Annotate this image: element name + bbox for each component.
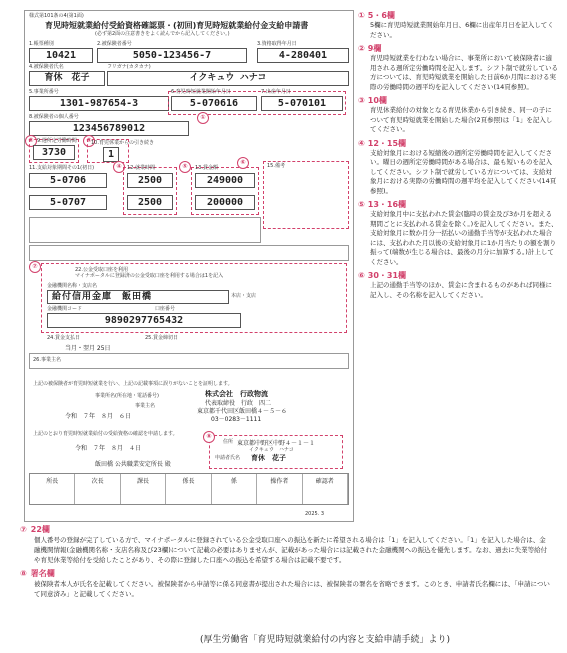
note-item bbox=[358, 138, 558, 197]
badge-6: ⑥ bbox=[237, 157, 249, 169]
field-24-value: 当月・翌月 25日 bbox=[65, 345, 111, 352]
field-10-value bbox=[103, 147, 119, 162]
note-number: ④ bbox=[358, 138, 365, 148]
note-sign-title: 署名欄 bbox=[30, 569, 55, 578]
field-5-text: 1301-987654-3 bbox=[59, 98, 139, 109]
note-number: ② bbox=[358, 44, 365, 53]
field-11-label: 11.支給対象期間その1(初日) bbox=[29, 165, 95, 171]
note-title: 30・31欄 bbox=[367, 271, 407, 280]
field-4-value bbox=[29, 71, 105, 86]
field-10-text: 1 bbox=[107, 149, 115, 160]
bank-name-label: 金融機関名称・支店名 bbox=[47, 283, 98, 289]
note-sign-num: ⑧ bbox=[20, 569, 27, 578]
office-stamps bbox=[29, 473, 349, 505]
field-10-label: 10.育児休業からの引き続き bbox=[91, 140, 154, 146]
field-12a-value bbox=[127, 173, 173, 188]
badge-7: ⑦ bbox=[29, 261, 41, 273]
field-6-value bbox=[171, 96, 257, 111]
field-8-text: 123456789012 bbox=[72, 123, 146, 134]
note-number: ⑤ bbox=[358, 200, 365, 209]
application-form bbox=[24, 10, 354, 522]
company-rep: 代表取締役 行政 四二 bbox=[205, 400, 272, 407]
note-header bbox=[358, 138, 558, 149]
field-12-label: 12.就業時間 bbox=[127, 165, 155, 171]
stamp-cell: 次長 bbox=[75, 474, 120, 504]
note-title: 10欄 bbox=[367, 96, 387, 105]
field-3-value bbox=[257, 48, 349, 63]
field-13-label: 13.賃金額 bbox=[195, 165, 218, 171]
field-24-label: 24.賃金支払日 bbox=[47, 335, 80, 341]
field-9-value bbox=[33, 145, 75, 160]
source-caption: (厚生労働省「育児時短就業給付の内容と支給申請手続」より) bbox=[200, 635, 451, 645]
field-22-label: 22.公金受取口座を利用 bbox=[75, 267, 128, 273]
note-item bbox=[358, 10, 558, 40]
field-26-label: 26.事業主名 bbox=[33, 357, 61, 363]
field-22-note: マイナポータルに登録済の公金受取口座を利用する場合は1を記入 bbox=[75, 273, 224, 279]
note-item bbox=[358, 199, 558, 267]
note-header bbox=[358, 95, 558, 106]
note-header bbox=[358, 199, 558, 210]
employer-label: 事業主名 bbox=[135, 403, 156, 409]
field-15-label: 15.備考 bbox=[267, 163, 285, 169]
badge-1: ① bbox=[197, 112, 209, 124]
note-text: 5欄に育児時短就業開始年月日、6欄に出産年月日を記入してください。 bbox=[370, 21, 554, 39]
field-4-kana-text: イクキュウ ハナコ bbox=[189, 73, 267, 83]
badge-5: ⑤ bbox=[179, 161, 191, 173]
note-header bbox=[358, 270, 558, 281]
note-22-title: 22欄 bbox=[30, 525, 50, 534]
misc-box-2 bbox=[29, 245, 349, 261]
badge-4: ④ bbox=[113, 161, 125, 173]
field-2-text: 5050-123456-7 bbox=[132, 50, 212, 61]
field-4-label: 4.被保険者氏名 bbox=[29, 64, 64, 70]
field-11a-text: 5-0706 bbox=[49, 175, 87, 186]
note-22-header bbox=[20, 524, 550, 535]
field-9-text: 3730 bbox=[41, 147, 67, 158]
bottom-notes bbox=[20, 524, 550, 599]
highlight-15 bbox=[263, 161, 349, 229]
apply-note: 上記のとおり育児時短就業給付の受給資格の確認を申請します。 bbox=[33, 431, 178, 437]
field-11b-text: 5-0707 bbox=[49, 197, 87, 208]
applicant-date: 令和 ７年 ８月 ４日 bbox=[75, 445, 142, 452]
applicant-addr-label: 住所 bbox=[223, 439, 234, 445]
field-7-label: 7.出産年月日 bbox=[261, 89, 291, 95]
field-11b-value bbox=[29, 195, 107, 210]
form-subtitle: (必ず第2面の注意書きをよく読んでから記入してください。) bbox=[95, 31, 230, 37]
note-item bbox=[358, 270, 558, 300]
office-label: 飯田橋 公共職業安定所長 殿 bbox=[95, 461, 171, 468]
field-7-text: 5-070101 bbox=[277, 98, 327, 109]
note-number: ③ bbox=[358, 96, 365, 105]
field-1-label: 1.帳票種別 bbox=[29, 41, 54, 47]
field-11a-value bbox=[29, 173, 107, 188]
form-number: 様式第101条の4(第1面) bbox=[29, 13, 84, 19]
company-addr-label: 事業所名(所在地・電話番号) bbox=[95, 393, 159, 399]
bank-name-value: 給付信用金庫 飯田橋 bbox=[52, 292, 153, 302]
misc-box-3 bbox=[29, 353, 349, 369]
note-title: 13・16欄 bbox=[367, 200, 407, 209]
applicant-kana: イクキュウ ハナコ bbox=[249, 447, 294, 453]
note-title: 9欄 bbox=[367, 44, 382, 53]
field-9-label: 9.週所定労働時間 bbox=[37, 138, 77, 144]
field-5-value bbox=[29, 96, 169, 111]
note-22-num: ⑦ bbox=[20, 525, 27, 534]
note-item bbox=[358, 95, 558, 135]
field-4-text: 育休 花子 bbox=[44, 73, 90, 83]
field-2-label: 2.被保険者番号 bbox=[97, 41, 132, 47]
note-number: ① bbox=[358, 11, 365, 20]
bank-branch-label: 本店・支店 bbox=[231, 293, 257, 299]
footer-code: 2025. 3 bbox=[305, 511, 325, 517]
kana-label: フリガナ(カタカナ) bbox=[107, 64, 151, 70]
field-8-label: 8.被保険者の個人番号 bbox=[29, 114, 79, 120]
field-3-text: 4-280401 bbox=[278, 50, 328, 61]
employer-note: 上記の被保険者が育児時短就業を行い、上記の記載事項に誤りがないことを証明します。 bbox=[33, 381, 233, 387]
field-12b-value bbox=[127, 195, 173, 210]
field-6-label: 6.育児時短就業開始年月日 bbox=[171, 89, 231, 95]
applicant-name: 育休 花子 bbox=[251, 454, 286, 462]
company-name: 株式会社 行政物流 bbox=[205, 390, 268, 398]
stamp-cell: 操作者 bbox=[257, 474, 302, 504]
stamp-cell: 確認者 bbox=[303, 474, 348, 504]
account-text: 9890297765432 bbox=[104, 315, 184, 326]
stamp-cell: 係長 bbox=[166, 474, 211, 504]
account-label: 口座番号 bbox=[155, 306, 176, 312]
field-3-label: 3.資格取得年月日 bbox=[257, 41, 297, 47]
note-number: ⑥ bbox=[358, 271, 365, 280]
notes-column bbox=[358, 10, 558, 303]
account-value bbox=[47, 313, 241, 328]
form-title: 育児時短就業給付受給資格確認票・(初回)育児時短就業給付金支給申請書 bbox=[45, 21, 309, 30]
applicant-addr: 東京都中野区中野４－１－１ bbox=[237, 440, 316, 447]
note-header bbox=[358, 43, 558, 54]
note-text: 支給対象月中に支払われた賃金(臨時の賃金及び3か月を超える期間ごとに支払われる賃金を除く。)を記入してください。また、支給対象月に数か月分一括払いの通勤手当等が支払われた場合には、支払われた月以後の支給対象月に1か月当たりの額を割り振って(端数が生じる場合は、最後の月分に加算する。)計上してください。 bbox=[370, 210, 558, 266]
field-8-value bbox=[29, 121, 189, 136]
bank-name-box bbox=[47, 290, 229, 304]
stamp-cell: 所長 bbox=[30, 474, 75, 504]
stamp-cell: 係 bbox=[212, 474, 257, 504]
field-13b-value bbox=[195, 195, 255, 210]
field-7-value bbox=[261, 96, 343, 111]
field-1-value bbox=[29, 48, 93, 63]
cert-date: 令和 ７年 ８月 ６日 bbox=[65, 413, 132, 420]
field-13a-value bbox=[195, 173, 255, 188]
field-13b-text: 200000 bbox=[206, 197, 244, 208]
note-22-text: 個人番号の登録が完了している方で、マイナポータルに登録されている公金受取口座への振込を新たに希望される場合は「1」を記入してください。「1」を記入した場合は、金融機関情報(金融機関名称・支店名称及び23欄)について記載の必要はありませんが、記載があった場合には記載された金融機関への振込を優先します。なお、過去に失業等給付や育児休業等給付を受給したことがあり、その際に登録した口座への振込を希望する場合は記載不要です。 bbox=[34, 536, 548, 564]
misc-box-1 bbox=[29, 217, 261, 243]
field-6-text: 5-070616 bbox=[189, 98, 239, 109]
field-2-value bbox=[97, 48, 247, 63]
badge-8: ⑧ bbox=[203, 431, 215, 443]
badge-3: ③ bbox=[83, 135, 95, 147]
field-13a-text: 249000 bbox=[206, 175, 244, 186]
note-text: 育児休業給付の対象となる育児休業から引き続き、同一の子について育児時短就業を開始した場合(2頁参照)は「1」を記入してください。 bbox=[370, 106, 553, 133]
company-tel: 03－0283－1111 bbox=[211, 416, 262, 423]
note-title: 12・15欄 bbox=[367, 138, 407, 148]
note-sign-text: 被保険者本人が氏名を記載してください。被保険者から申請等に係る同意書が提出された場合には、被保険者の署名を省略できます。このとき、申請者氏名欄には、「申請について同意済み」と記載してください。 bbox=[34, 580, 550, 598]
company-address: 東京都千代田区飯田橋４－５－６ bbox=[197, 408, 288, 415]
note-text: 支給対象月における短縮後の週所定労働時間を記入してください。曜日の週所定労働時間がある場合は、最も短いものを記入してください。シフト制で就労している方については、支給対象月における実際の労働時間の週平均を記入してください(14頁参照)。 bbox=[370, 148, 557, 195]
note-sign-header bbox=[20, 568, 550, 579]
note-text: 育児時短就業を行わない場合に、事業所において被保険者に適用される週所定労働時間を記入します。シフト制で就労している方については、育児時短就業を開始した日前6か月間における実際の労働時間の週平均を記入してください(14頁参照)。 bbox=[370, 54, 558, 91]
stamp-cell: 課長 bbox=[121, 474, 166, 504]
badge-2: ② bbox=[25, 135, 37, 147]
note-item bbox=[358, 43, 558, 92]
field-12b-text: 2500 bbox=[137, 197, 163, 208]
applicant-name-label: 申請者氏名 bbox=[215, 455, 241, 461]
field-4-kana bbox=[107, 71, 349, 86]
field-12a-text: 2500 bbox=[137, 175, 163, 186]
note-text: 上記の通勤手当等のほか、賃金に含まれるものがあれば同様に記入し、その名称を記入してください。 bbox=[370, 281, 552, 299]
field-1-text: 10421 bbox=[45, 50, 77, 61]
note-title: 5・6欄 bbox=[367, 11, 395, 20]
bank-code-label: 金融機関コード bbox=[47, 306, 83, 312]
field-25-label: 25.賃金締切日 bbox=[145, 335, 178, 341]
field-5-label: 5.事業所番号 bbox=[29, 89, 59, 95]
note-header bbox=[358, 10, 558, 21]
